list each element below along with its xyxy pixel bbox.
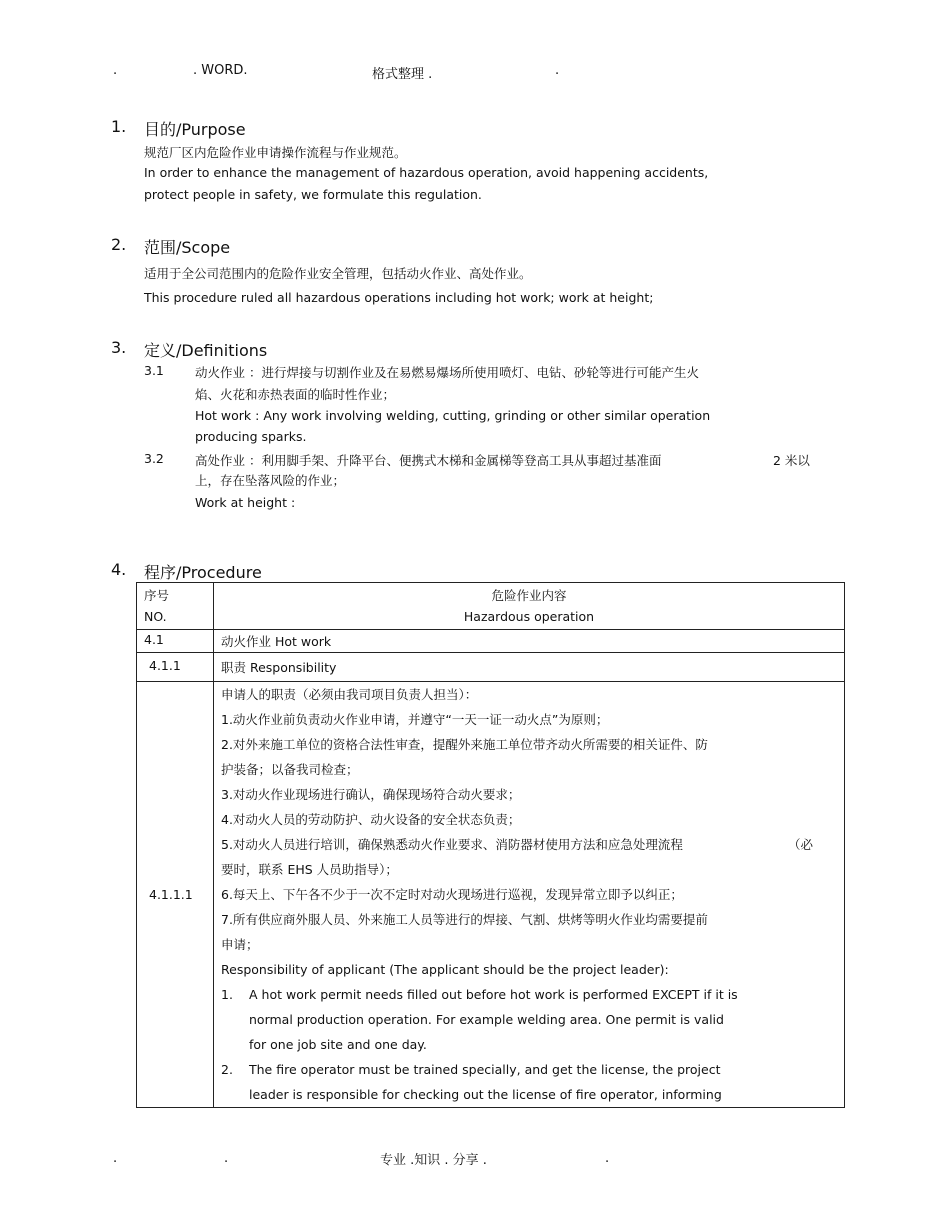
responsibility-text <box>214 682 844 1107</box>
list-item <box>221 982 837 1007</box>
footer-text: 专业 .知识 . 分享 . <box>380 1153 487 1168</box>
footer-dot-right: . <box>605 1151 610 1166</box>
section-1-line: protect people in safety, we formulate this regulation. <box>144 187 482 202</box>
definition-3-1-line: producing sparks. <box>195 429 307 444</box>
section-1-number: 1. <box>111 117 127 136</box>
responsibility-line: 要时，联系 EHS 人员助指导）； <box>221 862 398 877</box>
row-number: 4.1.1 <box>149 658 181 673</box>
definition-3-1-number: 3.1 <box>144 363 164 378</box>
table-row <box>137 653 845 682</box>
section-4-title: 程序/Procedure <box>144 563 262 582</box>
definition-3-1-line: 动火作业 ：进行焊接与切割作业及在易燃易爆场所使用喷灯、电钻、砂轮等进行可能产生火 <box>195 365 699 380</box>
definition-3-2-line-end: 2 米以 <box>773 453 810 468</box>
responsibility-line: 1.动火作业前负责动火作业申请，并遵守“一天一证一动火点”为原则； <box>221 712 609 727</box>
row-content-cell <box>214 682 845 1108</box>
list-item <box>221 1057 837 1082</box>
row-number-cell <box>137 630 214 653</box>
list-item-continuation: for one job site and one day. <box>249 1037 427 1052</box>
responsibility-line: 6.每天上、下午各不少于一次不定时对动火现场进行巡视，发现异常立即予以纠正； <box>221 887 683 902</box>
responsibility-line: Responsibility of applicant (The applicant should be the project leader): <box>221 962 669 977</box>
section-1-title: 目的/Purpose <box>144 120 246 139</box>
row-content-cell <box>214 630 845 653</box>
row-content: 职责 Responsibility <box>221 660 337 675</box>
header-cell-no <box>137 583 214 630</box>
header-format: 格式整理 . <box>372 67 433 82</box>
definition-3-1-line: Hot work : Any work involving welding, cutting, grinding or other similar operation <box>195 408 711 423</box>
responsibility-line-with-note <box>221 832 837 857</box>
header-no-cn: 序号 <box>144 588 170 603</box>
header-cell-content <box>214 583 845 630</box>
responsibility-line: 2.对外来施工单位的资格合法性审查，提醒外来施工单位带齐动火所需要的相关证件、防 <box>221 737 708 752</box>
row-number: 4.1 <box>144 632 164 647</box>
list-item-continuation: leader is responsible for checking out the license of fire operator, informing <box>249 1087 722 1102</box>
row-content-cell <box>214 653 845 682</box>
definition-3-2-line: Work at height : <box>195 495 296 510</box>
procedure-table <box>136 582 845 1108</box>
row-number-cell <box>137 682 214 1108</box>
section-3-number: 3. <box>111 338 127 357</box>
responsibility-note: （必 <box>787 837 813 852</box>
header-content-cn: 危险作业内容 <box>491 588 567 603</box>
footer-dot-mid: . <box>224 1151 229 1166</box>
definition-3-2-line: 高处作业 ：利用脚手架、升降平台、便携式木梯和金属梯等登高工具从事超过基准面 <box>195 453 662 468</box>
header-word: . WORD. <box>193 63 248 78</box>
section-1-line: 规范厂区内危险作业申请操作流程与作业规范。 <box>144 145 407 160</box>
table-row <box>137 630 845 653</box>
list-item-number: 1. <box>221 987 233 1002</box>
responsibility-line: 3.对动火作业现场进行确认，确保现场符合动火要求； <box>221 787 521 802</box>
section-2-title: 范围/Scope <box>144 238 231 257</box>
list-item-continuation: normal production operation. For example welding area. One permit is valid <box>249 1012 724 1027</box>
definition-3-2-number: 3.2 <box>144 451 164 466</box>
footer-dot-left: . <box>113 1151 118 1166</box>
responsibility-line: 7.所有供应商外服人员、外来施工人员等进行的焊接、气割、烘烤等明火作业均需要提前 <box>221 912 708 927</box>
responsibility-line: 4.对动火人员的劳动防护、动火设备的安全状态负责； <box>221 812 521 827</box>
section-2-line: This procedure ruled all hazardous operations including hot work; work at height; <box>144 290 654 305</box>
header-no-en: NO. <box>144 609 167 624</box>
header-dot-left: . <box>113 63 118 78</box>
responsibility-line: 5.对动火人员进行培训，确保熟悉动火作业要求、消防器材使用方法和应急处理流程 <box>221 837 683 852</box>
definition-3-2-line: 上，存在坠落风险的作业； <box>195 473 346 488</box>
list-item-line: The fire operator must be trained specially, and get the license, the project <box>249 1062 721 1077</box>
row-content: 动火作业 Hot work <box>221 634 332 649</box>
section-4-number: 4. <box>111 560 127 579</box>
list-item-number: 2. <box>221 1062 233 1077</box>
table-header-row <box>137 583 845 630</box>
list-item-line: A hot work permit needs filled out before hot work is performed EXCEPT if it is <box>249 987 738 1002</box>
section-2-number: 2. <box>111 235 127 254</box>
header-dot-right: . <box>555 63 560 78</box>
row-number: 4.1.1.1 <box>149 887 193 902</box>
row-number-cell <box>137 653 214 682</box>
responsibility-line: 申请； <box>221 937 259 952</box>
responsibility-line: 申请人的职责（必须由我司项目负责人担当）： <box>221 687 478 702</box>
responsibility-line: 护装备；以备我司检查； <box>221 762 359 777</box>
section-3-title: 定义/Definitions <box>144 341 268 360</box>
section-2-line: 适用于全公司范围内的危险作业安全管理，包括动火作业、高处作业。 <box>144 266 532 281</box>
definition-3-1-line: 焰、火花和赤热表面的临时性作业； <box>195 387 396 402</box>
header-content-en: Hazardous operation <box>463 609 595 624</box>
section-1-line: In order to enhance the management of hazardous operation, avoid happening accidents, <box>144 165 709 180</box>
table-row <box>137 682 845 1108</box>
